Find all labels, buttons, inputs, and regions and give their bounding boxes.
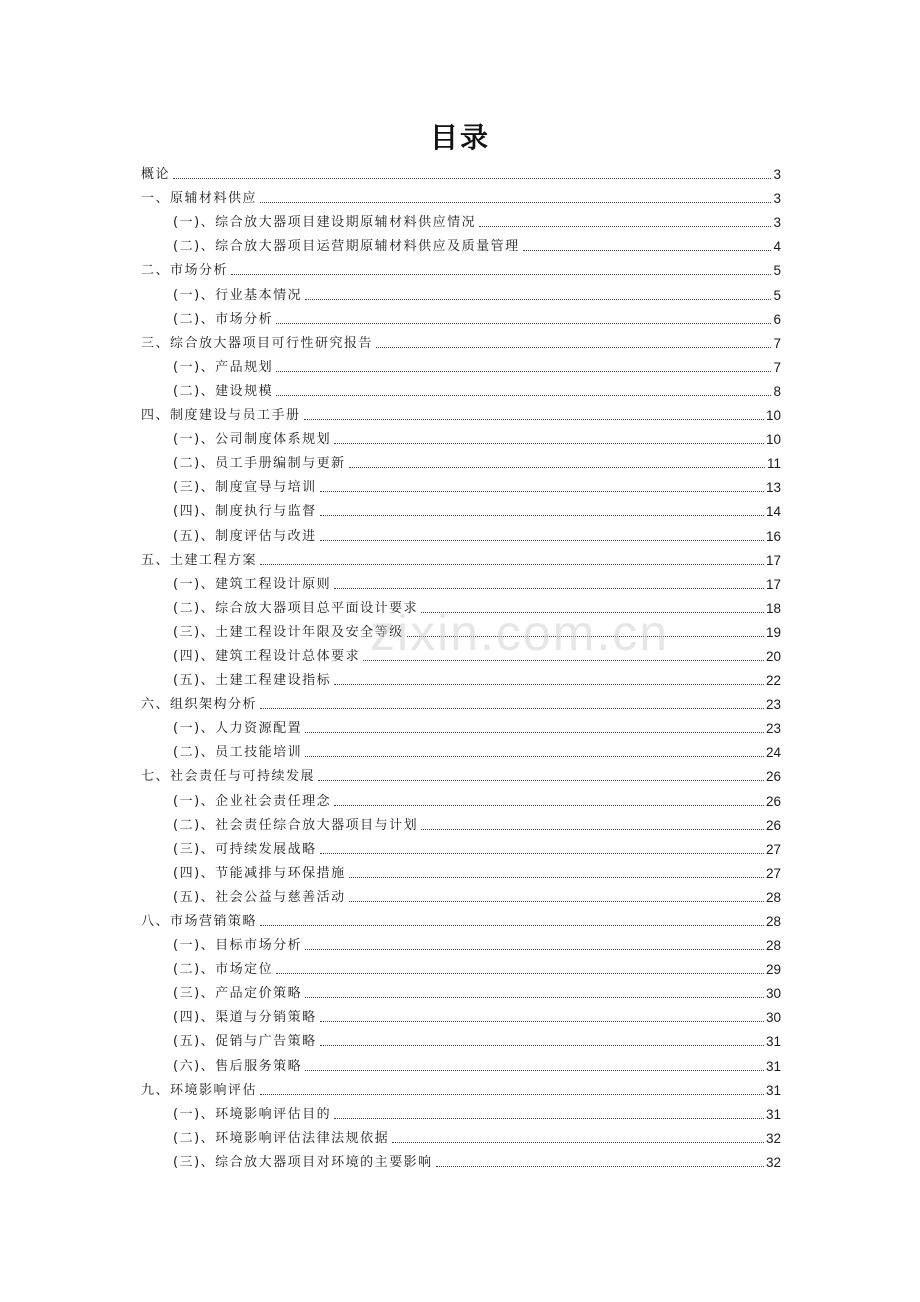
toc-entry[interactable]: [141, 1052, 781, 1076]
toc-entry-page-number: 26: [765, 793, 781, 809]
toc-dot-leader: [523, 250, 772, 251]
toc-entry-page-number: 14: [765, 504, 781, 520]
toc-dot-leader: [320, 491, 764, 492]
toc-dot-leader: [392, 1142, 764, 1143]
toc-entry[interactable]: [141, 498, 781, 522]
toc-entry-page-number: 31: [765, 1058, 781, 1074]
toc-dot-leader: [479, 226, 771, 227]
toc-dot-leader: [276, 323, 771, 324]
toc-dot-leader: [334, 805, 764, 806]
toc-entry[interactable]: [141, 884, 781, 908]
toc-entry[interactable]: [141, 763, 781, 787]
toc-entry-label: 一、原辅材料供应: [141, 191, 258, 207]
toc-entry[interactable]: [141, 571, 781, 595]
toc-entry[interactable]: [141, 812, 781, 836]
toc-entry[interactable]: [141, 956, 781, 980]
toc-entry-page-number: 3: [773, 215, 781, 231]
toc-entry-page-number: 10: [765, 432, 781, 448]
toc-entry-page-number: 19: [765, 624, 781, 640]
toc-entry[interactable]: [141, 330, 781, 354]
toc-entry[interactable]: [141, 667, 781, 691]
toc-entry-label: (二)、环境影响评估法律法规依据: [173, 1130, 390, 1146]
toc-entry-page-number: 27: [765, 841, 781, 857]
toc-entry-page-number: 31: [765, 1034, 781, 1050]
toc-entry-page-number: 24: [765, 745, 781, 761]
toc-entry[interactable]: [141, 908, 781, 932]
toc-entry-page-number: 23: [765, 721, 781, 737]
toc-entry-label: 二、市场分析: [141, 263, 229, 279]
toc-entry-page-number: 26: [765, 769, 781, 785]
toc-entry[interactable]: [141, 860, 781, 884]
toc-dot-leader: [436, 1166, 764, 1167]
toc-dot-leader: [260, 925, 764, 926]
toc-dot-leader: [320, 515, 764, 516]
toc-entry-label: (三)、综合放大器项目对环境的主要影响: [173, 1154, 433, 1170]
toc-list: [141, 161, 781, 1173]
toc-dot-leader: [334, 443, 764, 444]
toc-dot-leader: [260, 1094, 764, 1095]
toc-entry-label: (一)、企业社会责任理念: [173, 793, 332, 809]
watermark: zixin.com.cn: [370, 605, 670, 661]
toc-entry[interactable]: [141, 980, 781, 1004]
toc-entry-label: (五)、社会公益与慈善活动: [173, 889, 346, 905]
toc-dot-leader: [421, 612, 764, 613]
toc-entry-label: (三)、制度宣导与培训: [173, 480, 317, 496]
toc-entry-label: (二)、社会责任综合放大器项目与计划: [173, 817, 419, 833]
toc-entry[interactable]: [141, 1149, 781, 1173]
toc-dot-leader: [276, 371, 771, 372]
toc-entry-label: 概论: [141, 167, 171, 183]
toc-entry[interactable]: [141, 1101, 781, 1125]
toc-entry-page-number: 7: [773, 335, 781, 351]
toc-dot-leader: [305, 997, 764, 998]
toc-entry-label: (二)、综合放大器项目总平面设计要求: [173, 600, 419, 616]
toc-entry[interactable]: [141, 378, 781, 402]
toc-dot-leader: [363, 660, 764, 661]
toc-entry-page-number: 26: [765, 817, 781, 833]
toc-dot-leader: [421, 829, 764, 830]
toc-dot-leader: [320, 1021, 764, 1022]
toc-entry-page-number: 30: [765, 1010, 781, 1026]
toc-entry[interactable]: [141, 450, 781, 474]
toc-entry-page-number: 28: [765, 938, 781, 954]
toc-dot-leader: [305, 949, 764, 950]
toc-entry-label: (五)、促销与广告策略: [173, 1034, 317, 1050]
toc-entry-label: (一)、目标市场分析: [173, 938, 303, 954]
toc-entry-page-number: 3: [773, 191, 781, 207]
toc-entry-page-number: 22: [765, 673, 781, 689]
toc-entry-label: (一)、建筑工程设计原则: [173, 576, 332, 592]
toc-entry-page-number: 32: [765, 1154, 781, 1170]
toc-dot-leader: [320, 540, 764, 541]
toc-entry[interactable]: [141, 1077, 781, 1101]
toc-entry-label: 八、市场营销策略: [141, 914, 258, 929]
toc-entry[interactable]: [141, 1004, 781, 1028]
toc-entry[interactable]: [141, 739, 781, 763]
toc-dot-leader: [407, 636, 764, 637]
toc-dot-leader: [349, 467, 765, 468]
toc-entry[interactable]: [141, 402, 781, 426]
toc-dot-leader: [305, 1070, 764, 1071]
toc-entry-page-number: 28: [765, 914, 781, 929]
toc-entry-label: 五、土建工程方案: [141, 552, 258, 568]
toc-dot-leader: [260, 564, 764, 565]
toc-entry[interactable]: [141, 257, 781, 281]
toc-entry-page-number: 31: [765, 1082, 781, 1098]
toc-entry-label: (四)、节能减排与环保措施: [173, 865, 346, 881]
toc-entry[interactable]: [141, 1028, 781, 1052]
toc-dot-leader: [318, 780, 764, 781]
toc-entry-label: (四)、建筑工程设计总体要求: [173, 648, 361, 664]
toc-entry[interactable]: [141, 595, 781, 619]
toc-entry-label: 三、综合放大器项目可行性研究报告: [141, 335, 374, 351]
toc-entry-label: (四)、渠道与分销策略: [173, 1010, 317, 1026]
toc-entry-page-number: 11: [766, 456, 781, 472]
toc-entry[interactable]: [141, 1125, 781, 1149]
toc-entry-page-number: 17: [765, 552, 781, 568]
toc-dot-leader: [260, 708, 764, 709]
toc-entry[interactable]: [141, 787, 781, 811]
toc-dot-leader: [276, 395, 771, 396]
toc-entry[interactable]: [141, 932, 781, 956]
toc-dot-leader: [334, 588, 764, 589]
toc-entry[interactable]: [141, 643, 781, 667]
toc-entry-label: 七、社会责任与可持续发展: [141, 769, 316, 785]
toc-dot-leader: [305, 299, 771, 300]
toc-entry-label: 六、组织架构分析: [141, 697, 258, 713]
toc-entry-page-number: 31: [765, 1106, 781, 1122]
toc-entry-label: (二)、市场分析: [173, 311, 274, 327]
toc-entry-page-number: 29: [765, 962, 781, 978]
toc-entry[interactable]: [141, 306, 781, 330]
toc-dot-leader: [320, 853, 764, 854]
toc-entry[interactable]: [141, 354, 781, 378]
toc-entry-label: (六)、售后服务策略: [173, 1058, 303, 1074]
toc-entry[interactable]: [141, 522, 781, 546]
toc-entry-page-number: 3: [773, 167, 781, 183]
toc-entry-label: (三)、土建工程设计年限及安全等级: [173, 624, 404, 640]
toc-entry-label: (一)、环境影响评估目的: [173, 1106, 332, 1122]
toc-dot-leader: [260, 202, 771, 203]
toc-title: 目录: [429, 121, 490, 154]
toc-dot-leader: [334, 684, 764, 685]
toc-entry-page-number: 6: [773, 311, 781, 327]
toc-entry-page-number: 5: [773, 263, 781, 279]
toc-entry-page-number: 28: [765, 889, 781, 905]
toc-entry-label: (二)、员工手册编制与更新: [173, 456, 346, 472]
toc-entry-page-number: 17: [765, 576, 781, 592]
toc-entry-page-number: 4: [773, 239, 781, 255]
toc-dot-leader: [231, 274, 771, 275]
toc-dot-leader: [334, 1118, 764, 1119]
toc-entry-label: (五)、制度评估与改进: [173, 528, 317, 544]
toc-entry-page-number: 30: [765, 986, 781, 1002]
toc-entry-label: (二)、综合放大器项目运营期原辅材料供应及质量管理: [173, 239, 520, 255]
toc-entry[interactable]: [141, 209, 781, 233]
toc-entry-page-number: 5: [773, 287, 781, 303]
toc-entry-page-number: 13: [765, 480, 781, 496]
toc-entry-label: (三)、可持续发展战略: [173, 841, 317, 857]
toc-entry[interactable]: [141, 619, 781, 643]
toc-entry-label: (三)、产品定价策略: [173, 986, 303, 1002]
toc-entry[interactable]: [141, 281, 781, 305]
toc-entry[interactable]: [141, 547, 781, 571]
toc-dot-leader: [349, 877, 764, 878]
toc-entry-label: (一)、公司制度体系规划: [173, 432, 332, 448]
toc-entry-label: (五)、土建工程建设指标: [173, 673, 332, 689]
toc-entry-label: (二)、员工技能培训: [173, 745, 303, 761]
toc-entry[interactable]: [141, 715, 781, 739]
toc-entry-page-number: 27: [765, 865, 781, 881]
toc-entry-page-number: 23: [765, 697, 781, 713]
toc-entry-label: (一)、综合放大器项目建设期原辅材料供应情况: [173, 215, 477, 231]
toc-dot-leader: [320, 1045, 764, 1046]
toc-dot-leader: [305, 756, 764, 757]
toc-entry-label: (二)、市场定位: [173, 962, 274, 978]
toc-entry-page-number: 20: [765, 648, 781, 664]
toc-entry-label: 九、环境影响评估: [141, 1082, 258, 1098]
toc-entry-label: (一)、人力资源配置: [173, 721, 303, 737]
toc-entry[interactable]: [141, 161, 781, 185]
toc-dot-leader: [173, 178, 771, 179]
toc-dot-leader: [349, 901, 764, 902]
toc-entry[interactable]: [141, 836, 781, 860]
toc-entry[interactable]: [141, 691, 781, 715]
toc-dot-leader: [376, 347, 771, 348]
toc-entry-page-number: 8: [773, 383, 781, 399]
toc-entry-page-number: 10: [765, 408, 781, 424]
toc-entry[interactable]: [141, 233, 781, 257]
toc-dot-leader: [305, 732, 764, 733]
toc-entry[interactable]: [141, 474, 781, 498]
toc-entry-page-number: 18: [765, 600, 781, 616]
toc-entry-label: (一)、产品规划: [173, 359, 274, 375]
toc-entry-page-number: 32: [765, 1130, 781, 1146]
toc-entry-label: (二)、建设规模: [173, 383, 274, 399]
toc-entry-page-number: 16: [765, 528, 781, 544]
toc-entry-page-number: 7: [773, 359, 781, 375]
toc-entry-label: (四)、制度执行与监督: [173, 504, 317, 520]
toc-entry[interactable]: [141, 185, 781, 209]
toc-entry-label: (一)、行业基本情况: [173, 287, 303, 303]
toc-entry[interactable]: [141, 426, 781, 450]
toc-entry-label: 四、制度建设与员工手册: [141, 408, 301, 424]
toc-dot-leader: [276, 973, 764, 974]
toc-dot-leader: [304, 419, 764, 420]
